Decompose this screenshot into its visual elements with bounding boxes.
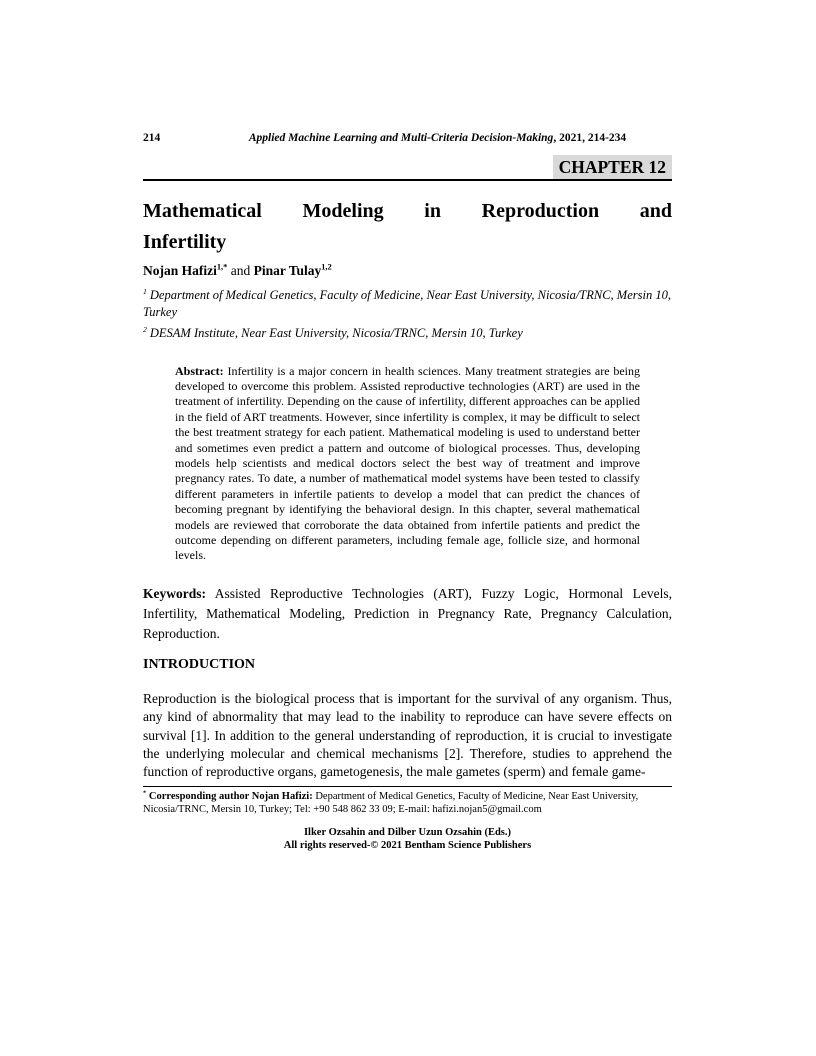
chapter-title-line2: Infertility <box>143 231 227 253</box>
chapter-title-line1: Mathematical Modeling in Reproduction and <box>143 200 672 222</box>
affiliation-1-sup: 1 <box>143 286 147 296</box>
authors-line <box>143 262 672 279</box>
abstract-text: Infertility is a major concern in health sciences. Many treatment strategies are being developed to overcome this problem. Assisted reproductive technologies (ART) are used in the treatment of infertility. Depending on the cause of infertility, different approaches can be applied in the field of ART treatments. However, since infertility is complex, it may be difficult to select the best treatment strategy for each patient. Mathematical modeling is used to understand better and sometimes even predict a pattern and outcome of biological processes. Thus, developing models help scientists and medical doctors select the best way of treatment and improve pregnancy rates. To date, a number of mathematical model systems have been tested to classify different parameters in infertile patients to develop a model that can predict the chances of becoming pregnant by identifying the behavioral design. In this chapter, several mathematical models are reviewed that corroborate the data obtained from infertile patients and predict the outcome depending on different parameters, including female age, follicle size, and hormonal levels. <box>175 363 640 563</box>
chapter-title <box>143 196 672 258</box>
editors-line: Ilker Ozsahin and Dilber Uzun Ozsahin (Eds.) <box>303 826 512 838</box>
affiliations <box>143 287 672 342</box>
rights-line: All rights reserved-© 2021 Bentham Science Publishers <box>283 840 532 852</box>
chapter-badge: CHAPTER 12 <box>553 155 672 179</box>
running-header <box>143 131 672 145</box>
footnote-asterisk: * <box>143 789 147 797</box>
keywords <box>143 584 672 644</box>
footnote-label: Corresponding author Nojan Hafizi: <box>146 790 313 802</box>
footnote-separator <box>143 786 672 816</box>
running-title <box>203 131 672 145</box>
author-2-affil-sup: 1,2 <box>321 262 332 272</box>
affiliation-2-sup: 2 <box>143 324 147 334</box>
affiliation-2 <box>143 325 672 342</box>
affiliation-1-text: Department of Medical Genetics, Faculty of Medicine, Near East University, Nicosia/TRNC, Mersin 10, Turkey <box>143 288 671 319</box>
keywords-label: Keywords: <box>143 585 206 601</box>
running-title-text: Applied Machine Learning and Multi-Criteria Decision-Making <box>248 132 554 144</box>
running-title-suffix: , 2021, 214-234 <box>553 132 627 144</box>
page-number: 214 <box>143 132 161 144</box>
keywords-text: Assisted Reproductive Technologies (ART), Fuzzy Logic, Hormonal Levels, Infertility, Mathematical Modeling, Prediction in Pregnancy Rate, Pregnancy Calculation, Reproduction. <box>143 585 672 641</box>
affiliation-1 <box>143 287 672 320</box>
authors-connector: and <box>227 263 254 278</box>
author-1-affil-sup: 1,* <box>216 262 228 272</box>
corresponding-author-footnote <box>143 790 672 816</box>
abstract-label: Abstract: <box>175 363 224 378</box>
abstract <box>175 364 640 564</box>
author-1-name: Nojan Hafizi <box>143 263 217 278</box>
introduction-heading: INTRODUCTION <box>143 656 256 672</box>
footnote-text: Department of Medical Genetics, Faculty of Medicine, Near East University, Nicosia/TRNC, Mersin 10, Turkey; Tel: +90 548 862 33 09; E-mail: hafizi.nojan5@gmail.com <box>143 790 639 815</box>
author-2-name: Pinar Tulay <box>253 263 322 278</box>
affiliation-2-text: DESAM Institute, Near East University, Nicosia/TRNC, Mersin 10, Turkey <box>149 326 523 340</box>
introduction-paragraph: Reproduction is the biological process that is important for the survival of any organism. Thus, any kind of abnormality that may lead to the inability to reproduce can have severe effects on survival [1]. In addition to the general understanding of reproduction, it is crucial to investigate the underlying molecular and chemical mechanisms [2]. Therefore, studies to apprehend the function of reproductive organs, gametogenesis, the male gametes (sperm) and female game- <box>143 690 672 780</box>
publisher-footer <box>143 826 672 853</box>
chapter-rule <box>143 155 672 181</box>
